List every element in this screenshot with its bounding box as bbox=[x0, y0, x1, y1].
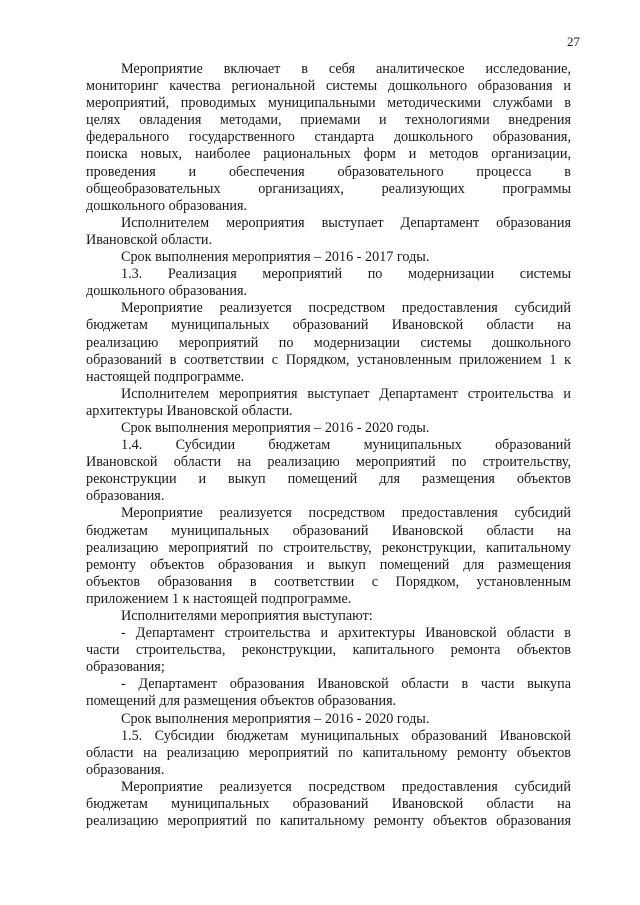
text-line: - Департамент образования Ивановской области в части выкупа bbox=[121, 676, 571, 693]
text-line: мероприятий, проводимых муниципальными методическими службами в bbox=[86, 95, 571, 112]
text-line: реконструкции и выкуп помещений для размещения объектов bbox=[86, 471, 571, 488]
text-line: мониторинг качества региональной системы дошкольного образования и bbox=[86, 78, 571, 95]
text-line: 1.3. Реализация мероприятий по модернизации системы bbox=[121, 266, 571, 283]
text-line: Мероприятие реализуется посредством предоставления субсидий bbox=[121, 778, 571, 795]
text-line: реализацию мероприятий по капитальному ремонту объектов образования bbox=[86, 813, 571, 830]
text-line: 1.5. Субсидии бюджетам муниципальных образований Ивановской bbox=[121, 727, 571, 744]
text-line: Срок выполнения мероприятия – 2016 - 2020 годы. bbox=[121, 419, 430, 436]
text-line: приложением 1 к настоящей подпрограмме. bbox=[86, 590, 352, 607]
text-line: Ивановской области на реализацию мероприятий по строительству, bbox=[86, 454, 571, 471]
text-line: дошкольного образования. bbox=[86, 283, 248, 300]
text-line: Исполнителем мероприятия выступает Департамент образования bbox=[121, 214, 571, 231]
text-line: целях овладения методами, приемами и технологиями внедрения bbox=[86, 112, 571, 129]
text-line: дошкольного образования. bbox=[86, 197, 248, 214]
text-line: Мероприятие реализуется посредством предоставления субсидий bbox=[121, 300, 571, 317]
text-line: реализацию мероприятий по модернизации системы дошкольного bbox=[86, 334, 571, 351]
body-text bbox=[86, 61, 571, 830]
page-number: 27 bbox=[567, 34, 580, 49]
text-line: бюджетам муниципальных образований Ивановской области на bbox=[86, 522, 571, 539]
text-line: области на реализацию мероприятий по капитальному ремонту объектов bbox=[86, 744, 571, 761]
text-line: Срок выполнения мероприятия – 2016 - 2017 годы. bbox=[121, 249, 430, 266]
text-line: Мероприятие включает в себя аналитическое исследование, bbox=[121, 61, 571, 77]
text-line: бюджетам муниципальных образований Ивановской области на bbox=[86, 796, 571, 813]
text-line: ремонту объектов образования и выкуп помещений для размещения bbox=[86, 556, 571, 573]
text-line: части строительства, реконструкции, капитального ремонта объектов bbox=[86, 642, 571, 659]
text-line: 1.4. Субсидии бюджетам муниципальных образований bbox=[121, 437, 571, 454]
text-line: проведения и обеспечения образовательного процесса в bbox=[86, 163, 571, 180]
text-line: образования. bbox=[86, 488, 165, 505]
text-line: объектов образования в соответствии с Порядком, установленным bbox=[86, 573, 571, 590]
text-line: настоящей подпрограмме. bbox=[86, 368, 245, 385]
text-line: образования; bbox=[86, 659, 165, 676]
text-line: бюджетам муниципальных образований Ивановской области на bbox=[86, 317, 571, 334]
text-line: - Департамент строительства и архитектуры Ивановской области в bbox=[121, 625, 571, 642]
text-line: реализацию мероприятий по строительству, реконструкции, капитальному bbox=[86, 539, 571, 556]
text-line: общеобразовательных организациях, реализующих программы bbox=[86, 180, 571, 197]
text-line: Срок выполнения мероприятия – 2016 - 2020 годы. bbox=[121, 710, 430, 727]
text-line: помещений для размещения объектов образования. bbox=[86, 693, 397, 710]
text-line: Исполнителями мероприятия выступают: bbox=[121, 608, 373, 624]
text-line: образований в соответствии с Порядком, установленным приложением 1 к bbox=[86, 351, 571, 368]
text-line: Ивановской области. bbox=[86, 231, 213, 248]
text-line: поиска новых, наиболее рациональных форм и методов организации, bbox=[86, 146, 571, 163]
text-line: архитектуры Ивановской области. bbox=[86, 402, 293, 419]
text-line: федерального государственного стандарта дошкольного образования, bbox=[86, 129, 571, 146]
text-line: Мероприятие реализуется посредством предоставления субсидий bbox=[121, 505, 571, 522]
text-line: Исполнителем мероприятия выступает Департамент строительства и bbox=[121, 385, 571, 402]
text-line: образования. bbox=[86, 761, 165, 778]
